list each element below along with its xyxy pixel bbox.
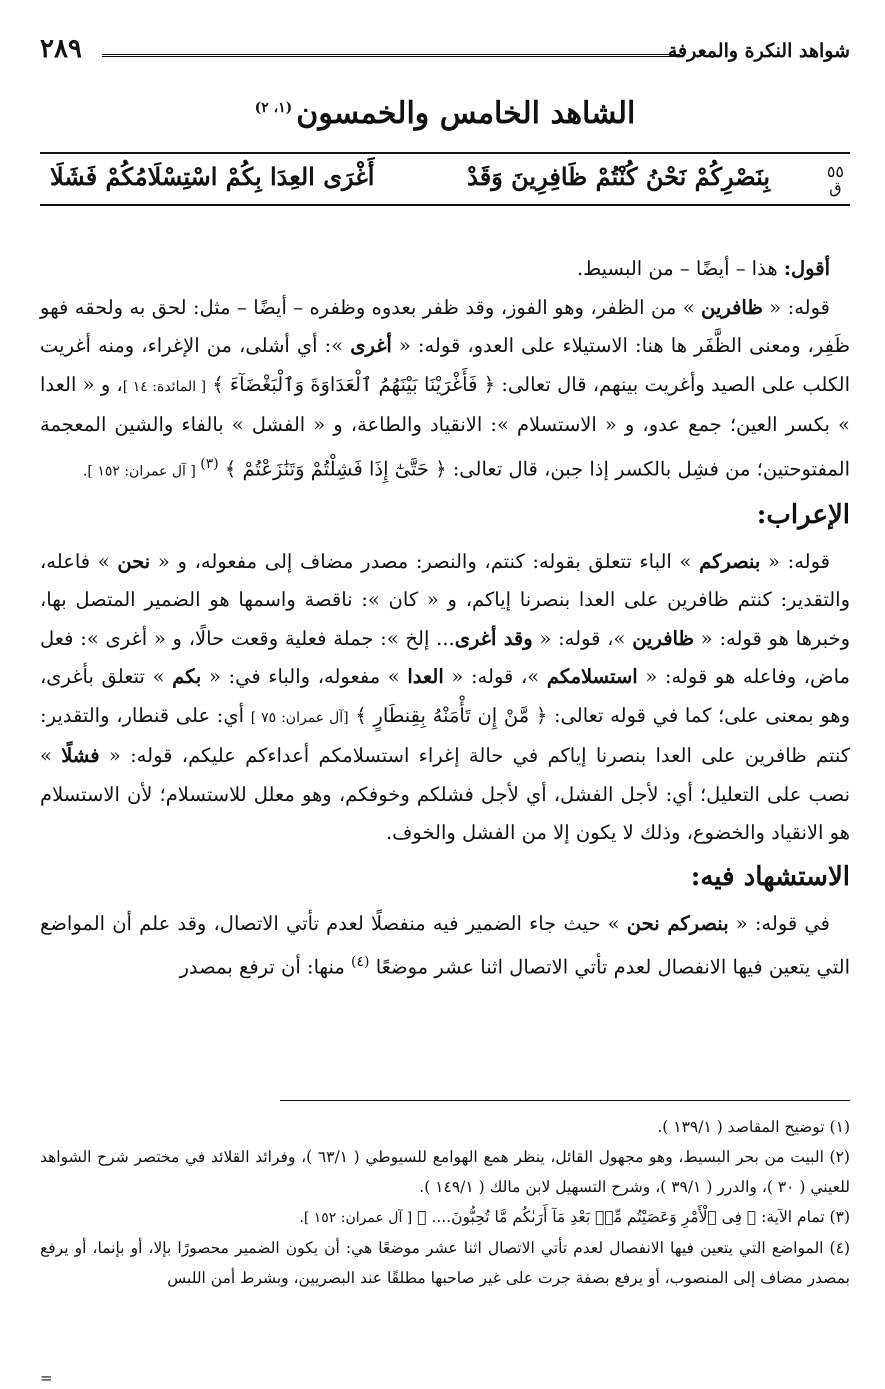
text-run: منها: أن ترفع بمصدر [179, 955, 352, 979]
term-binasrikum: بنصركم [699, 549, 761, 573]
text-run: أي: على قنطار، والتقدير: كنتم ظافرين على العدا بنصرنا إياكم في حالة إغراء استسلامكم أعداءكم عليكم، قوله: « [40, 703, 850, 767]
term-zafirin: ظافرين [632, 626, 695, 650]
text-run: »، قوله: « [443, 665, 547, 688]
verse-ornament: ٥٥ ق [826, 162, 844, 197]
footnote-1: (١) توضيح المقاصد ( ١٣٩/١ ). [657, 1118, 850, 1136]
poetic-verse [40, 152, 850, 206]
page-number: ٢٨٩ [40, 34, 82, 64]
heading-note-refs: (١، ٢) [254, 100, 293, 116]
term-bikum: بكم [172, 665, 202, 688]
text-run: » حيث جاء الضمير فيه منفصلًا لعدم تأتي الاتصال، وقد علم أن المواضع التي يتعين فيها الانفصال لعدم تأتي الاتصال اثنا عشر موضعًا [40, 911, 850, 979]
term-zafirin: ظافرين [701, 295, 763, 319]
section-title-i3rab: الإعراب: [756, 499, 850, 530]
footnote-4: (٤) المواضع التي يتعين فيها الانفصال لعدم تأتي الاتصال اثنا عشر موضعًا هي: أن يكون الضمير محصورًا بإلا، أو بإنما، أو يرفع بمصدر مضاف إلى المنصوب، أو يرفع بصفة جرت على غير صاحبها مطلقًا عند البصريين، وبشرط أمن اللبس [40, 1239, 850, 1287]
paragraph-istishhad [40, 905, 850, 988]
quran-citation: [آل عمران: ٧٥ ] [250, 709, 349, 726]
paragraph-vocabulary [40, 289, 850, 491]
running-head-title: شواهد النكرة والمعرفة [667, 40, 850, 62]
main-text [40, 250, 850, 987]
term-aghra: أغرى [350, 334, 392, 357]
term-istislamukum: استسلامكم [546, 665, 638, 688]
footnotes [40, 1112, 850, 1293]
text-run: » مفعوله، والباء في: « [201, 665, 408, 688]
text-run: » نصب على التعليل؛ أي: لأجل الفشل، أي لأجل فشلكم وخوفكم، وهو معلل للاستسلام؛ لأن الاستسلام هو الانقياد والخضوع، وذلك لا يكون إلا من الفشل والخوف. [40, 744, 850, 844]
footnote-ref-3: (٣) [200, 455, 219, 472]
continuation-mark: = [40, 1369, 53, 1387]
footnote-2: (٢) البيت من بحر البسيط، وهو مجهول القائل، ينظر همع الهوامع للسيوطي ( ٦٣/١ )، وفرائد القلائد في مختصر شرح الشواهد للعيني ( ٣٠ )، والدرر ( ٣٩/١ )، وشرح التسهيل لابن مالك ( ١٤٩/١ ). [40, 1148, 850, 1196]
text-run: » الباء تتعلق بقوله: كنتم، والنصر: مصدر مضاف إلى مفعوله، و « [150, 549, 700, 573]
aqul-text: هذا – أيضًا – من البسيط. [576, 257, 784, 280]
text-run: (٣) تمام الآية: ﴿ فِى ٱلْأَمْرِ وَعَصَيْتُم مِّنۢ بَعْدِ مَآ أَرَىٰكُم مَّا تُحِبُّونَ.... ﴾ [412, 1208, 850, 1226]
running-header [40, 34, 850, 68]
term-al-ida: العدا [407, 665, 444, 688]
paragraph-i3rab [40, 543, 850, 853]
footnote-separator [280, 1100, 850, 1101]
text-run: في قوله: « [728, 911, 830, 935]
term-waqad-aghra: وقد أغرى [454, 626, 533, 650]
footnote-ref-4: (٤) [351, 954, 370, 970]
book-page [40, 0, 850, 1389]
section-heading [40, 96, 850, 131]
term-binasrikum-nahnu: بنصركم نحن [626, 911, 729, 935]
text-run: ، و « العدا » بكسر العين؛ جمع عدو، و « الاستسلام »: الانقياد والطاعة، و « الفشل » بالفاء والشين المعجمة المفتوحتين؛ من فشِل بالكسر إذا جبن، قال تعالى: ﴿ حَتَّىٰٓ إِذَا فَشِلْتُمْ وَتَنَٰزَعْتُمْ ﴾ [40, 372, 850, 480]
term-nahnu: نحن [117, 549, 151, 573]
aqul-label: أقول: [783, 257, 830, 280]
text-run: قوله: « [762, 295, 830, 319]
text-run: قوله: « [760, 549, 830, 573]
text-run: ... إلخ »: جملة فعلية وقعت حالًا، و « أغرى »: فعل ماض، وفاعله هو قوله: « [40, 626, 850, 688]
text-run: »: أي أشلى، من الإغراء، ومنه أغريت الكلب على الصيد وأغريت بينهم، قال تعالى: ﴿ فَأَغْرَيْنَا بَيْنَهُمُ ٱلْعَدَاوَةَ وَٱلْبَغْضَآءَ ﴾ [40, 334, 850, 396]
quran-citation: [ آل عمران: ١٥٢ ]. [299, 1210, 413, 1226]
term-fashalan: فشلًا [61, 744, 100, 767]
quran-citation: [ آل عمران: ١٥٢ ]. [82, 463, 201, 479]
verse-first-hemistich: بِنَصْرِكُمْ نَحْنُ كُنْتُمْ ظَافِرِينَ وَقَدْ [467, 162, 770, 191]
heading-title: الشاهد الخامس والخمسون [296, 96, 636, 131]
section-title-istishhad: الاستشهاد فيه: [690, 861, 850, 892]
header-double-rule [102, 54, 680, 60]
text-run: » تتعلق بأغرى، وهو بمعنى على؛ كما في قوله تعالى: ﴿ مَّنْ إِن تَأْمَنْهُ بِقِنطَارٍ ﴾ [40, 665, 851, 727]
footnote-3 [40, 1202, 850, 1233]
text-run: » من الظفر، وهو الفوز، وقد ظفر بعدوه وظفره – أيضًا – مثل: لحق به ولحقه فهو ظَفِر، ومعنى الظَّفَر ها هنا: الاستيلاء على العدو، قوله: « [40, 295, 850, 357]
paragraph-aqul [40, 250, 850, 289]
text-run: » فاعله، والتقدير: كنتم ظافرين على العدا بنصرنا إياكم، و « كان »: ناقصة واسمها هو الضمير المتصل بها، وخبرها هو قوله: « [40, 549, 850, 650]
text-run: »، قوله: « [532, 626, 633, 650]
verse-second-hemistich: أَغْرَى العِدَا بِكُمْ اسْتِسْلَامُكُمْ فَشَلَا [50, 162, 375, 191]
quran-citation: [ المائدة: ١٤ ] [122, 378, 207, 395]
